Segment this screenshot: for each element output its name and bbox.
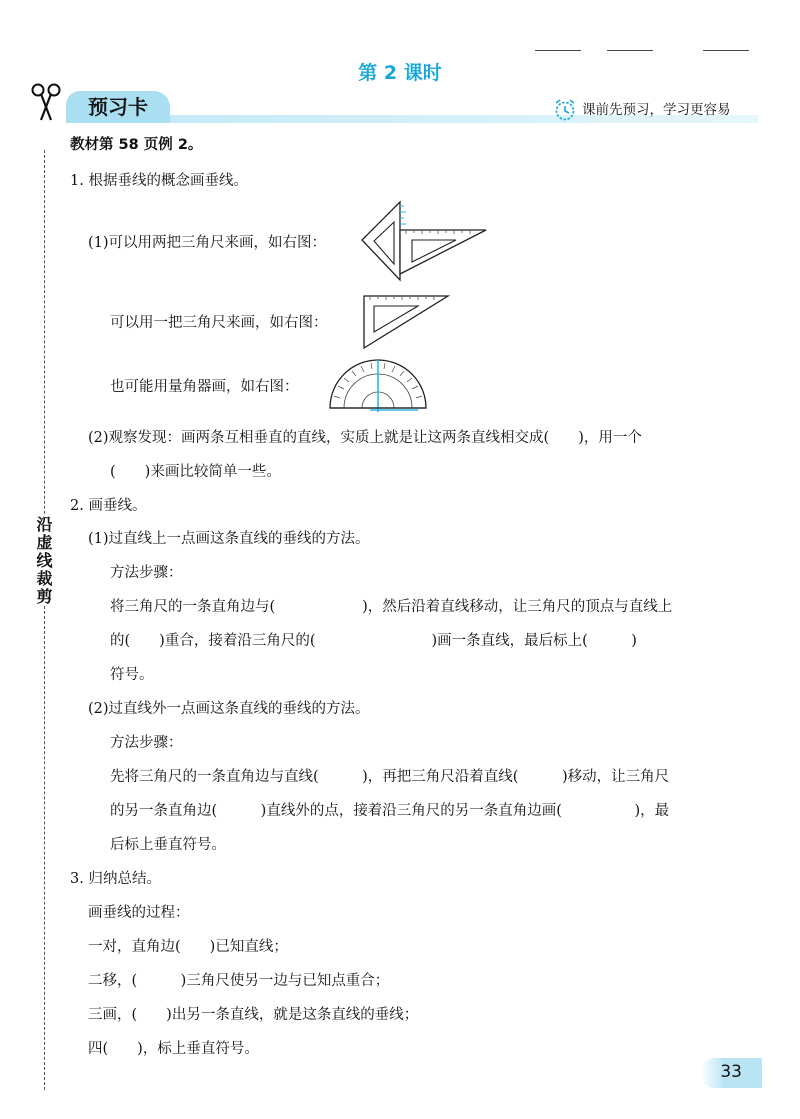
s2-part-1-step-line-1: 将三角尺的一条直角边与( )，然后沿着直线移动，让三角尺的顶点与直线上 [110, 599, 673, 615]
s2-part-2-step-line-3: 后标上垂直符号。 [110, 837, 226, 853]
preview-card-tab: 预习卡 [66, 91, 170, 123]
s2-part-1-step-line-2: 的( )重合，接着沿三角尺的( )画一条直线，最后标上( ) [110, 633, 637, 649]
section-3-title: 3. 归纳总结。 [70, 871, 161, 887]
section-1-title: 1. 根据垂线的概念画垂线。 [70, 173, 248, 189]
s3-step-3: 三画，( )出另一条直线，就是这条直线的垂线； [88, 1007, 419, 1023]
s2-part-1-step-line-3: 符号。 [110, 667, 154, 683]
preview-tip-text: 课前先预习，学习更容易 [582, 102, 731, 118]
preview-tip [552, 98, 731, 122]
s2-part-2-steps-label: 方法步骤： [110, 735, 183, 751]
cut-dashed-line [44, 150, 45, 1090]
lesson-title: 第 2 课时 [358, 62, 442, 84]
section-2-title: 2. 画垂线。 [70, 498, 147, 514]
s3-step-4: 四( )，标上垂直符号。 [88, 1041, 259, 1057]
page-number: 33 [720, 1062, 742, 1082]
s1-observation-2: ( )来画比较简单一些。 [110, 464, 281, 480]
two-set-squares-figure [360, 200, 490, 282]
s1-observation-1: (2)观察发现：画两条互相垂直的直线，实质上就是让这两条直线相交成( )，用一个 [88, 430, 642, 446]
s2-part-1-title: (1)过直线上一点画这条直线的垂线的方法。 [88, 531, 370, 547]
scissors-icon [30, 82, 62, 122]
cut-label: 沿虚线裁剪 [34, 516, 53, 606]
s3-process-label: 画垂线的过程： [88, 905, 190, 921]
one-set-square-figure [360, 292, 452, 352]
s3-step-2: 二移，( )三角尺使另一边与已知点重合； [88, 973, 390, 989]
s2-part-2-title: (2)过直线外一点画这条直线的垂线的方法。 [88, 701, 370, 717]
s3-step-1: 一对，直角边( )已知直线； [88, 939, 288, 955]
alarm-clock-icon [552, 98, 578, 122]
textbook-reference: 教材第 58 页例 2。 [70, 137, 203, 153]
s1-method-one-set-square: 可以用一把三角尺来画，如右图： [110, 315, 328, 331]
horizontal-set-square [400, 230, 486, 274]
s2-part-2-step-line-2: 的另一条直角边( )直线外的点，接着沿三角尺的另一条直角边画( )，最 [110, 803, 670, 819]
protractor-figure [326, 356, 430, 414]
s1-method-two-set-squares: (1)可以用两把三角尺来画，如右图： [88, 235, 327, 251]
s1-method-protractor: 也可能用量角器画，如右图： [110, 379, 299, 395]
s2-part-2-step-line-1: 先将三角尺的一条直角边与直线( )，再把三角尺沿着直线( )移动，让三角尺 [110, 769, 670, 785]
s2-part-1-steps-label: 方法步骤： [110, 565, 183, 581]
page-number-badge [700, 1058, 762, 1088]
